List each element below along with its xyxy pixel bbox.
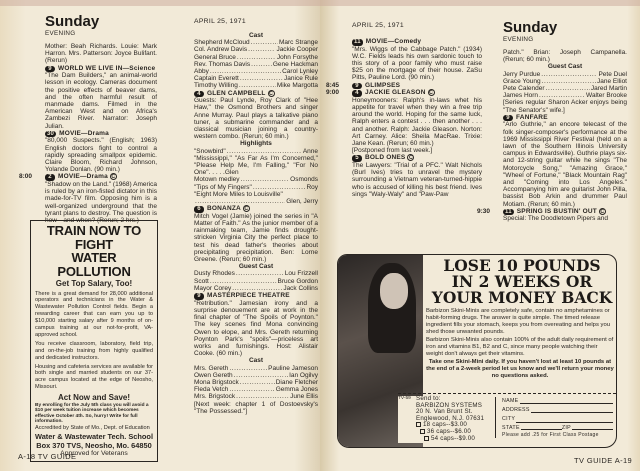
headline-line: YOUR MONEY BACK [431,288,613,307]
ad-paragraph: Barbizon Skini-Minis are completely safe, contain no amphetamines or habit-forming drugs. The answer is quite simple. The timed release ingredient fills your stomach, keeps you from overeating and helps you shed those unwanted pounds. [426,308,611,335]
period-heading: EVENING [503,36,534,43]
dot-leader [210,68,281,75]
color-broadcast-icon: C [429,90,434,97]
ad-accreditation: Accredited by State of Mo., Dept. of Education [35,425,150,432]
cast-actor: Bruce Gordon [277,277,318,285]
dot-leader [248,46,275,53]
coupon-address [398,396,493,443]
dot-leader [542,78,596,85]
program-title-line [45,65,157,73]
cast-row [194,198,318,205]
cast-row [194,365,318,372]
ad-paragraph: Housing and cafeteria services are available for both single and married students on our 37-acre campus located at the edge of Neosho, Missouri. [35,363,153,391]
ad-school-name: Water & Wastewater Tech. School [35,432,153,442]
program-listing [194,205,318,263]
weight-loss-ad [337,254,617,448]
cast-row [194,285,318,292]
dot-leader [227,148,302,155]
channel-badge: 4 [194,91,204,98]
channel-badge: 11 [354,39,361,45]
field-label: STATE [502,424,520,431]
cast-row [194,386,318,393]
color-broadcast-icon: C [408,155,413,162]
program-title-line [194,205,318,213]
program-title: BOLD ONES [365,154,406,162]
dot-leader [236,270,284,277]
cast-role: Owen Gereth [194,371,233,379]
program-title-line [194,292,318,300]
color-broadcast-icon: C [269,90,274,97]
program-description: Special: The Doodletown Pipers and [503,215,609,223]
state-zip-field[interactable] [502,425,613,432]
cast-actor: Jack Collins [283,284,318,292]
dot-leader [232,285,282,292]
field-label: NAME [502,398,519,404]
program-description: "The Dam Builders," an animal-world lesson in ecology. Cameras document the positive effects of beaver dams, and the often harmful result of manmade dams. Filmed in the American West and on Africa's Zambezi River. Narrator: Joseph Julian. [45,72,157,130]
ad-call-to-action: Act Now and Save! [57,393,130,403]
cast-role: Abby [194,68,209,76]
channel-badge: 9 [503,115,513,122]
program-listing [194,90,318,141]
section-subheading: Highlights [240,140,272,148]
cast-actor: Mike Margotta [276,82,318,90]
cast-row [194,372,318,379]
ad-paragraph: Barbizon Skini-Minis also contain 100% of the adult daily requirement of iron and vitamins B1, B2 and C, since many people watching their weight don't always get their vitamins. [426,337,614,357]
cast-actor: Jackie Cooper [276,46,318,54]
program-title-line [352,89,482,97]
program-title-line [352,154,482,162]
cast-role: General Bruce [194,53,236,61]
coupon-cut-line [398,393,616,394]
program-title: FANFARE [516,113,548,121]
section-subheading: Guest Cast [547,63,583,71]
channel-badge: 9 [45,66,55,73]
dot-leader [251,39,278,46]
cast-row [503,71,627,78]
program-title: MOVIE—Drama [59,129,109,137]
program-title-line [352,38,482,46]
dot-leader [239,82,276,89]
page-footer: A-18 TV GUIDE [18,452,77,461]
dot-leader [539,92,585,99]
ad-fine-print: By enrolling for the July 5th class you will avoid a $10 per week tuition increase which becomes effective October 4th. So, hurry! Write for full information. [35,402,149,425]
cast-actor: Glen, Jerry [286,198,318,206]
postage-note: Please add .25 for First Class Postage [502,431,599,438]
cast-actor: Anne [302,147,318,155]
program-title: WORLD WE LIVE IN—Science [58,64,156,72]
program-description: The Lawyers: "Trial of a PFC." Walt Nichols (Burl Ives) tries to unravel the mystery surrounding a Vietnam veteran-turned-hippie who is accused of killing his best friend. Ives sings "Waly-Waly" and "Paw-Paw [352,162,482,198]
listings [477,49,627,223]
name-field[interactable] [502,397,613,406]
cast-actor: John Forsythe [276,53,318,61]
cast-role: Timothy Willing [194,82,238,90]
color-broadcast-icon: C [600,208,605,215]
cast-row [194,176,318,183]
cast-role: Mrs. Brigstock [194,393,236,401]
page-date: APRIL 25, 1971 [352,22,404,29]
ad-headline [428,258,616,306]
checkbox-icon[interactable] [424,436,429,441]
cast-role: Dusty Rhodes [194,270,235,278]
cast-row [194,46,318,53]
cast-actor: Pete Duel [598,70,627,78]
dot-leader [229,386,274,393]
dot-leader [195,198,285,205]
dot-leader [210,278,277,285]
cast-actor: Pauline Jameson [268,364,318,372]
dot-leader [229,365,267,372]
checkbox-icon[interactable] [420,429,425,434]
field-label: ZIP [561,424,571,431]
option-label: 54 caps--$9.00 [431,434,476,442]
listing-text: "Eight More Miles to Louisville" [194,190,283,198]
program-title: MOVIE—Comedy [365,38,422,45]
section-subheading: Cast [248,32,264,39]
ad-subhead: Get Top Salary, Too! [55,279,133,288]
channel-badge: 9 [194,293,204,300]
dot-leader [234,372,288,379]
dot-leader [251,61,272,68]
option-label: 36 caps--$6.00 [427,428,472,436]
cast-role: Mayor Corey [194,284,232,292]
program-listing [503,114,627,208]
channel-badge: 6 [194,206,204,213]
cast-role: Fleda Vetch [194,386,229,394]
program-title: MOVIE—Drama [58,173,108,181]
program-title-line [503,114,627,122]
right-column-2 [477,19,627,223]
cast-role: Mrs. Gereth [194,364,229,372]
program-title: BONANZA [207,205,241,213]
cast-row [194,39,318,46]
dot-leader [253,184,306,191]
dot-leader [546,85,590,92]
left-column-2 [194,18,318,415]
company-street: 20 N. Van Brunt St. [416,408,473,416]
page-edge [320,0,640,6]
program-description: Honeymooners: Ralph's in-laws whet his appetite for travel when they win a free trip around the world. Hoping for the same luck, Ralph enters a contest . . . then another . . . and another. Ralph: Jackie Gleason. Norton: Art Carney. Alice: Sheila MacRae. Trixie: Jane Kean. (Rerun; 60 min.) [352,96,482,148]
dot-leader [240,379,275,386]
listing-text: Mother: Beah Richards. Louie: Mark Harron. Mrs. Patterson: Joyce Bulifant. (Rerun) [45,43,157,65]
water-pollution-school-ad [30,220,158,462]
cast-actor: Gemma Jones [275,386,318,394]
listing-text: [Postponed from last week.] [352,147,433,155]
color-broadcast-icon: C [111,174,116,181]
listings [19,43,157,225]
program-title: MASTERPIECE THEATRE [207,292,290,300]
cast-row [194,54,318,61]
cast-actor: Diane Fletcher [275,378,318,386]
ad-body [426,308,614,381]
cast-role: Pete Calender [503,85,545,93]
option-label: 18 caps--$3.00 [423,421,468,429]
listing-text: [Series regular Sharon Acker enjoys being "The Senator's" wife.] [503,99,627,114]
cast-role: Mona Brigstock [194,378,239,386]
ad-paragraph: Take one Skini-Mini daily. If you haven't lost at least 10 pounds at the end of a 2-week period let us know and we'll return your money no questions asked. [426,359,614,379]
day-heading: Sunday [503,19,558,36]
listings [326,38,482,198]
page-date: APRIL 25, 1971 [194,18,246,25]
program-listing [326,89,482,148]
cast-row [194,61,318,68]
program-description: "80,000 Suspects." (English; 1963) English doctors fight to control a rapidly spreading smallpox epidemic. Claire Bloom, Richard Johnson, Yolande Donlan. (90 min.) [45,137,157,174]
page-footer: TV GUIDE A-19 [574,456,633,465]
company-city: Englewood, N.J. 07631 [416,414,485,422]
cast-actor: Carol Lynley [282,68,318,76]
program-title: JACKIE GLEASON [365,89,426,97]
cast-actor: Roy [306,183,318,191]
dot-leader [541,71,597,78]
address-field[interactable] [502,406,613,415]
program-title: GLIMPSES [365,81,401,89]
listing-text: [Next week: chapter 1 of Dostoevsky's "The Possessed."] [194,400,318,415]
ad-paragraph: There is a great demand for 28,000 additional operators and technicians in the Water & Wastewater Pollution Control fields. Begin a rewarding career that can earn you up to $10,000 starting salary after 9 months of on-campus training at our not-for-profit, VA-approved school. [35,290,153,338]
left-column-1 [19,13,157,225]
program-listing [326,81,482,90]
program-description: Mitch Vogel (Jamie) joined the series in "A Matter of Faith." As the junior member of a rainmaking team, Jamie finds drought-stricken Virginia City the perfect place to test his dead father's theories about precipitating precipitation. Ben: Lorne Greene. (Rerun; 60 min.) [194,212,318,264]
program-title: GLEN CAMPBELL [207,89,266,97]
program-description: Guests: Paul Lynde, Roy Clark of "Hee Haw," the Osmond Brothers and singer Anne Murray. Paul plays a talkative piano tuner, a submarine commander and a classical musician joining a country-western combo. (Rerun; 60 min.) [194,97,318,141]
cast-row [194,270,318,277]
ad-headline: TRAIN NOW TO FIGHT [46,223,142,252]
cast-role: Scott [194,277,209,285]
page-edge [0,0,320,6]
company-name: BARBIZON SYSTEMS [416,401,483,409]
checkbox-icon[interactable] [416,422,421,427]
program-title-line [45,173,157,181]
time-slot: 8:45 [326,81,340,89]
cast-role: Rev. Thomas Davis [194,60,251,68]
time-slot: 8:00 [19,173,33,181]
cast-actor: Walter Brooke [586,92,627,100]
channel-badge: 30 [47,130,55,137]
ad-headline: WATER POLLUTION [57,250,131,279]
program-listing [45,130,157,174]
program-title-line [194,90,318,98]
channel-badge: 5 [352,155,362,162]
program-listing [477,207,627,223]
cast-row [194,148,318,155]
program-listing [352,154,482,198]
time-slot: 9:30 [477,207,491,215]
channel-badge: 4 [352,90,362,97]
channel-badge: 9 [352,83,362,90]
ad-school-address: Box 370 TVS, Neosho, Mo. 64850 [36,441,152,451]
cast-row [503,78,627,85]
section-subheading: Guest Cast [238,263,274,271]
cast-role: "Snowbird" [194,147,226,155]
cast-actor: Lou Frizzell [284,270,318,278]
cast-row [194,68,318,75]
program-description: "Arlo Guthrie," an encore telecast of the folk singer-composer's performance at the 1969 Mississippi River Festival (held on a lawn of the Southern Illinois University campus in Edwardsville). Guthrie plays six- and 12-string guitar while he sings "The Motorcycle Song," "Amazing Grace," "Wheel of Fortune," "Black Mountain Rag" and "Coming into Los Angeles." Accompanying him are guitarist John Pilla, bassist Bob Arkin and drummer Paul Motiam. (Rerun; 60 min.) [503,121,627,208]
program-listing [352,38,482,82]
dot-leader [240,75,283,82]
ad-veterans-note: Approved for Veterans [60,450,128,458]
program-listing [45,65,157,130]
cast-role: Captain Everett [194,75,239,83]
cast-role: Grace Young [503,77,541,85]
channel-badge: 2 [45,174,55,181]
field-label: ADDRESS [502,407,530,414]
cast-row [194,278,318,285]
dot-leader [241,176,290,183]
cast-actor: Jane Elliot [597,77,627,85]
listing-text: Patch." Brian: Joseph Campanella. (Rerun; 60 min.) [503,49,627,64]
cast-role: Jerry Purdue [503,70,541,78]
cast-role: "Tips of My Fingers" [194,183,252,191]
cast-role: Col. Andrew Davis [194,46,248,54]
cast-actor: Marc Strange [278,39,318,47]
program-description: "Shadow on the Land." (1968) America is ruled by an iron-fisted dictator in this made-for-TV film. Opposing him is a well-organized underground that the tyrant plans to destroy. The question is how—and when? (Rerun; 2 hrs.) [45,181,157,225]
cast-role: Motown medley [194,176,240,184]
listing-text: "Mississippi," "As Far As I'm Concerned," "Please Help Me, I'm Falling," "For No One". . . . .Glen [194,154,318,177]
headline-line: LOSE 10 POUNDS [443,256,601,275]
channel-badge: 11 [505,208,512,215]
program-listing [19,173,157,225]
cast-actor: Jared Martin [590,85,627,93]
cast-role: James Horn [503,92,539,100]
cast-row [194,393,318,400]
cast-row [194,82,318,89]
program-description: "Retribution." Jamesian irony and a surprise denouement are at work in the final chapter of "The Spoils of Poynton." The key scenes find Mona convincing Owen to elope, and Mrs. Gereth returning Poynton Park's "spoils"—priceless art works and furnishings. Host: Alistair Cooke. (60 min.) [194,299,318,358]
cast-actor: Gene Hackman [272,60,318,68]
field-label: CITY [502,416,516,423]
cast-row [194,379,318,386]
color-broadcast-icon: C [244,206,249,213]
order-option[interactable] [424,436,493,443]
cast-row [194,75,318,82]
cast-actor: June Ellis [290,393,318,401]
cast-actor: Osmonds [290,176,318,184]
cast-row [503,85,627,92]
coupon-form [495,397,613,438]
headline-line: IN 2 WEEKS OR [451,272,593,291]
program-title: SPRING IS BUSTIN' OUT [516,207,597,215]
cast-row [194,184,318,191]
section-subheading: Cast [248,357,264,365]
day-heading: Sunday [45,13,100,30]
city-field[interactable] [502,415,613,424]
cast-actor: Janice Rule [284,75,318,83]
period-heading: EVENING [45,30,76,37]
dot-leader [237,54,276,61]
dot-leader [236,393,289,400]
cast-actor: Ian Ogilvy [289,371,318,379]
right-column-1 [326,22,482,198]
cast-row [503,92,627,99]
program-description: "Mrs. Wiggs of the Cabbage Patch." (1934) W.C. Fields leads his own sardonic touch to this story of a poor family who must raise $25 on the mortgage of their house. ZaSu Pitts, Pauline Lord. (90 min.) [352,45,482,82]
program-title-line [352,82,482,90]
program-title-line [45,130,157,138]
coupon-code: TV-59 [398,396,411,401]
send-to-label: Send to: [416,395,441,402]
program-listing [194,292,318,357]
program-title-line [503,208,627,216]
listings [194,32,318,415]
cast-role: Shepherd McCloud [194,39,250,47]
time-slot: 9:00 [326,89,340,97]
ad-paragraph: You receive classroom, laboratory, field trip, and on-the-job training from highly qualified and dedicated instructors. [35,340,153,361]
